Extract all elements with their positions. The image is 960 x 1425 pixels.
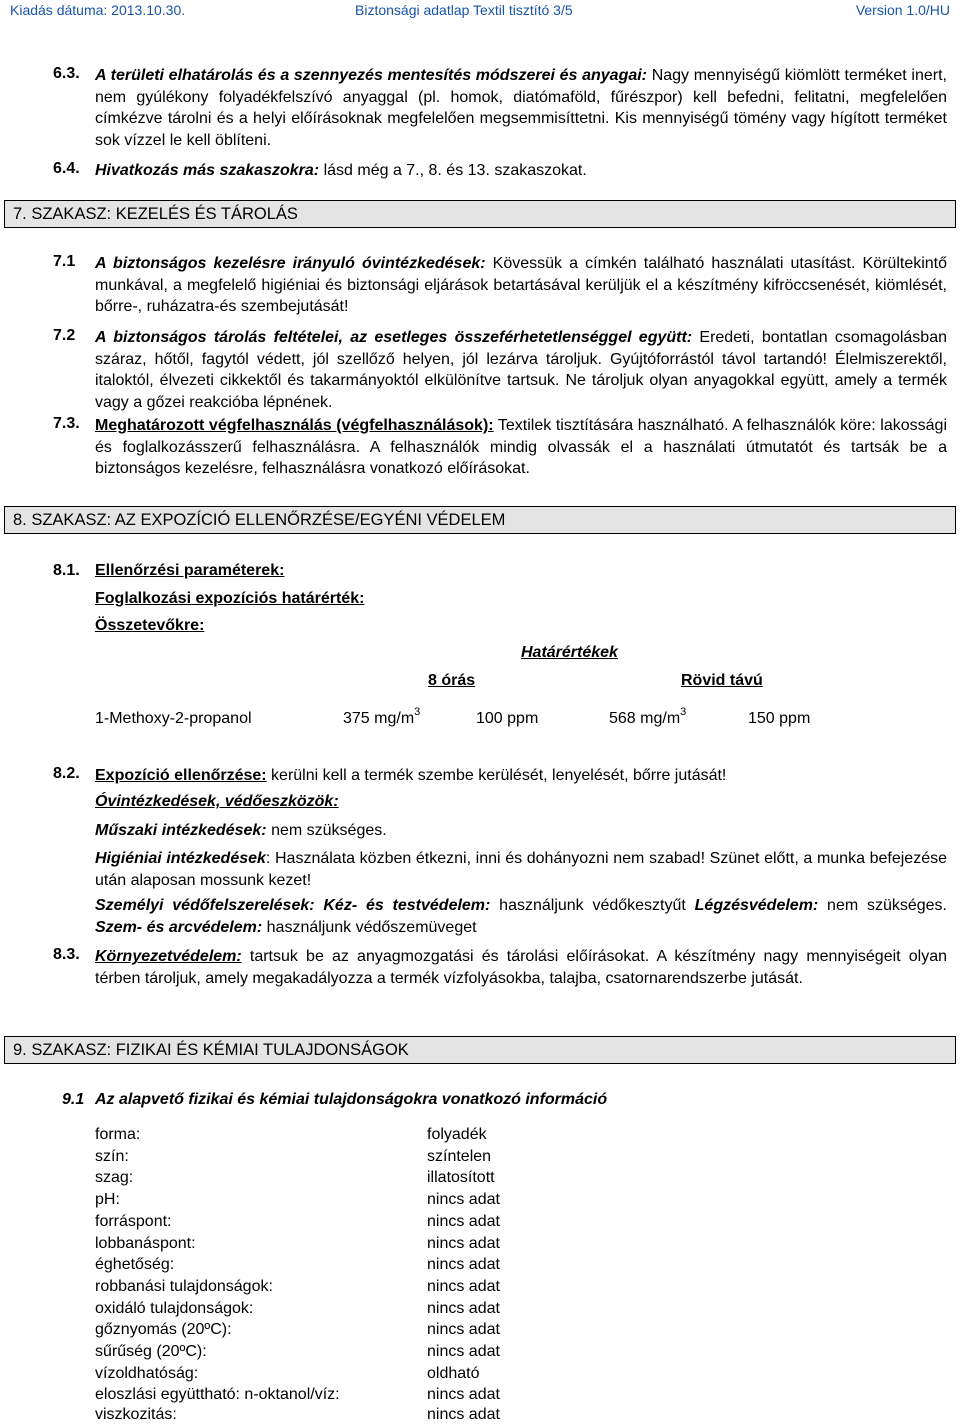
property-label: éghetőség: — [95, 1256, 175, 1274]
technical-measures-heading: Műszaki intézkedések: — [95, 822, 267, 839]
technical-measures-text — [95, 820, 947, 842]
property-label: viszkozitás: — [95, 1406, 177, 1423]
section-9-1-heading: Az alapvető fizikai és kémiai tulajdonságokra vonatkozó információ — [95, 1091, 608, 1108]
property-label: vízoldhatóság: — [95, 1364, 199, 1382]
section-8-header — [4, 506, 956, 534]
limit-short-mg: 568 $mg/m^3$ — [609, 706, 687, 727]
section-number-6-4: 6.4. — [53, 160, 80, 177]
hand-protection-body: használjunk védőkesztyűt — [490, 897, 695, 914]
section-7-2-text — [95, 327, 947, 413]
issue-date: Kiadás dátuma: 2013.10.30. — [10, 2, 186, 18]
section-number-8-1: 8.1. — [53, 562, 80, 579]
property-value: illatosított — [427, 1169, 495, 1187]
section-7-3-heading: Meghatározott végfelhasználás (végfelhasználások): — [95, 417, 494, 434]
property-label: sűrűség (20ºC): — [95, 1343, 207, 1360]
section-6-4-body: lásd még a 7., 8. és 13. szakaszokat. — [319, 162, 587, 179]
property-value: oldható — [427, 1364, 480, 1382]
section-number-7-2: 7.2 — [53, 327, 76, 344]
limit-8h-ppm: 100 ppm — [476, 710, 539, 727]
property-value: nincs adat — [427, 1406, 500, 1423]
section-7-1-body: Kövessük a címkén található használati utasítást. Körültekintő munkával, a megfelelő higiéniai és biztonsági eljárások betartásával kerüljük el a készítmény kifröccsenését, kiömlését, bőrre-, ruházatra-és szembejutását! — [95, 255, 948, 315]
section-number-6-3: 6.3. — [53, 65, 80, 82]
section-number-8-2: 8.2. — [53, 765, 80, 782]
technical-measures-body: nem szükséges. — [266, 822, 387, 839]
property-label: eloszlási együttható: n-oktanol/víz: — [95, 1386, 340, 1404]
section-6-3-text — [95, 65, 947, 151]
eye-protection-body: használjunk védőszemüveget — [262, 918, 477, 936]
precautions-heading: Óvintézkedések, védőeszközök: — [95, 793, 339, 810]
property-label: szín: — [95, 1147, 129, 1165]
section-number-7-3: 7.3. — [53, 415, 80, 432]
section-7-1-text — [95, 253, 947, 318]
occupational-exposure-heading: Foglalkozási expozíciós határérték: — [95, 590, 365, 607]
limit-8h-mg: 375 $mg/m^3$ — [343, 706, 421, 727]
property-label: pH: — [95, 1191, 120, 1209]
respiratory-protection-body: nem szükséges. — [818, 897, 948, 914]
components-heading: Összetevőkre: — [95, 617, 205, 634]
section-7-1-heading: A biztonságos kezelésre irányuló óvintézkedések: — [95, 255, 486, 272]
short-term-heading: Rövid távú — [681, 672, 763, 689]
section-7-header — [4, 200, 956, 228]
section-8-3-text — [95, 946, 947, 989]
section-8-3-body: tartsuk be az anyagmozgatási és tárolási előírásokat. A készítmény nagy mennyiségeit olyan térben tároljuk, amely megakadályozza a termék vízfolyásokba, talajba, csatornarendszerbe jutását. — [95, 948, 947, 987]
hygiene-measures-body: : Használata közben étkezni, inni és dohányozni nem szabad! Szünet előtt, a munka befejezése után alaposan mossunk kezet! — [95, 850, 947, 889]
section-6-4-text — [95, 160, 947, 182]
section-8-2-heading: Expozíció ellenőrzése: — [95, 767, 267, 784]
section-7-2-body: Eredeti, bontatlan csomagolásban száraz, hőtől, fagytól védett, jól szellőző helyen, jól lezárva tároljuk. Gyújtóforrástól távol tartandó! Élelmiszerektől, italoktól, élvezeti cikkektől és takarmányoktól elkülönítve tartsuk. Ne tároljuk olyan anyagokkal együtt, amely a termék vagy a gőzei reakcióba lépnének. — [95, 329, 947, 411]
section-8-title: 8. SZAKASZ: AZ EXPOZÍCIÓ ELLENŐRZÉSE/EGYÉNI VÉDELEM — [13, 511, 506, 529]
property-value: nincs adat — [427, 1212, 500, 1230]
section-8-2-body: kerülni kell a termék szembe kerülését, lenyelését, bőrre jutását! — [266, 767, 727, 784]
respiratory-protection-heading: Légzésvédelem: — [694, 897, 819, 914]
eight-hour-heading: 8 órás — [428, 672, 476, 689]
personal-protection-text — [95, 895, 947, 938]
eye-protection-heading: Szem- és arcvédelem: — [95, 918, 263, 936]
property-value: nincs adat — [427, 1386, 500, 1404]
property-value: színtelen — [427, 1147, 492, 1165]
section-9-title: 9. SZAKASZ: FIZIKAI ÉS KÉMIAI TULAJDONSÁGOK — [13, 1041, 409, 1059]
hygiene-measures-text — [95, 848, 947, 891]
section-6-4-heading: Hivatkozás más szakaszokra: — [95, 162, 320, 179]
property-label: robbanási tulajdonságok: — [95, 1277, 273, 1295]
section-8-2-text — [95, 765, 947, 787]
section-7-3-body: Textilek tisztítására használható. A felhasználók köre: lakossági és foglalkozásszerű felhasználásra. A felhasználók mindig olvassák el a használati útmutatót és tartsák be a biztonságos kezelésre, felhasználásra vonatkozó előírásokat. — [95, 417, 947, 477]
section-9-header — [4, 1036, 956, 1064]
section-number-8-3: 8.3. — [53, 946, 80, 963]
personal-protection-heading: Személyi védőfelszerelések: Kéz- és testvédelem: — [95, 897, 491, 914]
version: Version 1.0/HU — [855, 2, 950, 18]
substance-name: 1-Methoxy-2-propanol — [95, 710, 252, 727]
property-label: gőznyomás (20ºC): — [95, 1321, 232, 1339]
section-7-3-text — [95, 415, 947, 480]
hygiene-measures-heading: Higiéniai intézkedések — [95, 850, 266, 867]
property-value: nincs adat — [427, 1321, 500, 1339]
property-label: szag: — [95, 1169, 134, 1187]
document-title: Biztonsági adatlap Textil tisztító 3/5 — [355, 2, 573, 18]
property-value: folyadék — [427, 1126, 487, 1143]
property-value: nincs adat — [427, 1343, 500, 1360]
property-label: oxidáló tulajdonságok: — [95, 1299, 254, 1317]
property-label: lobbanáspont: — [95, 1234, 196, 1252]
page-header — [10, 2, 950, 22]
property-value: nincs adat — [427, 1191, 500, 1209]
property-value: nincs adat — [427, 1234, 500, 1252]
section-6-3-heading: A területi elhatárolás és a szennyezés mentesítés módszerei és anyagai: — [95, 67, 648, 84]
section-6-3-body: Nagy mennyiségű kiömlött terméket inert, nem gyúlékony folyadékfelszívó anyaggal (pl. homok, diatómaföld, fűrészpor) kell befedni, felitatni, megfelelően címkézve tárolni és a helyi előírásoknak megfelelően megsemmisíttetni. Kis mennyiségű tömény vagy hígított terméket sok vízzel le kell öblíteni. — [95, 67, 947, 149]
control-parameters-heading: Ellenőrzési paraméterek: — [95, 562, 285, 579]
property-label: forma: — [95, 1126, 141, 1143]
limits-heading: Határértékek — [521, 644, 618, 661]
property-value: nincs adat — [427, 1299, 500, 1317]
property-value: nincs adat — [427, 1256, 500, 1274]
section-7-title: 7. SZAKASZ: KEZELÉS ÉS TÁROLÁS — [13, 205, 298, 223]
section-number-7-1: 7.1 — [53, 253, 76, 270]
section-7-2-heading: A biztonságos tárolás feltételei, az esetleges összeférhetetlenséggel együtt: — [95, 329, 693, 346]
section-number-9-1: 9.1 — [62, 1091, 85, 1108]
section-8-3-heading: Környezetvédelem: — [95, 948, 242, 965]
property-label: forráspont: — [95, 1212, 172, 1230]
property-value: nincs adat — [427, 1277, 500, 1295]
limit-short-ppm: 150 ppm — [748, 710, 811, 727]
